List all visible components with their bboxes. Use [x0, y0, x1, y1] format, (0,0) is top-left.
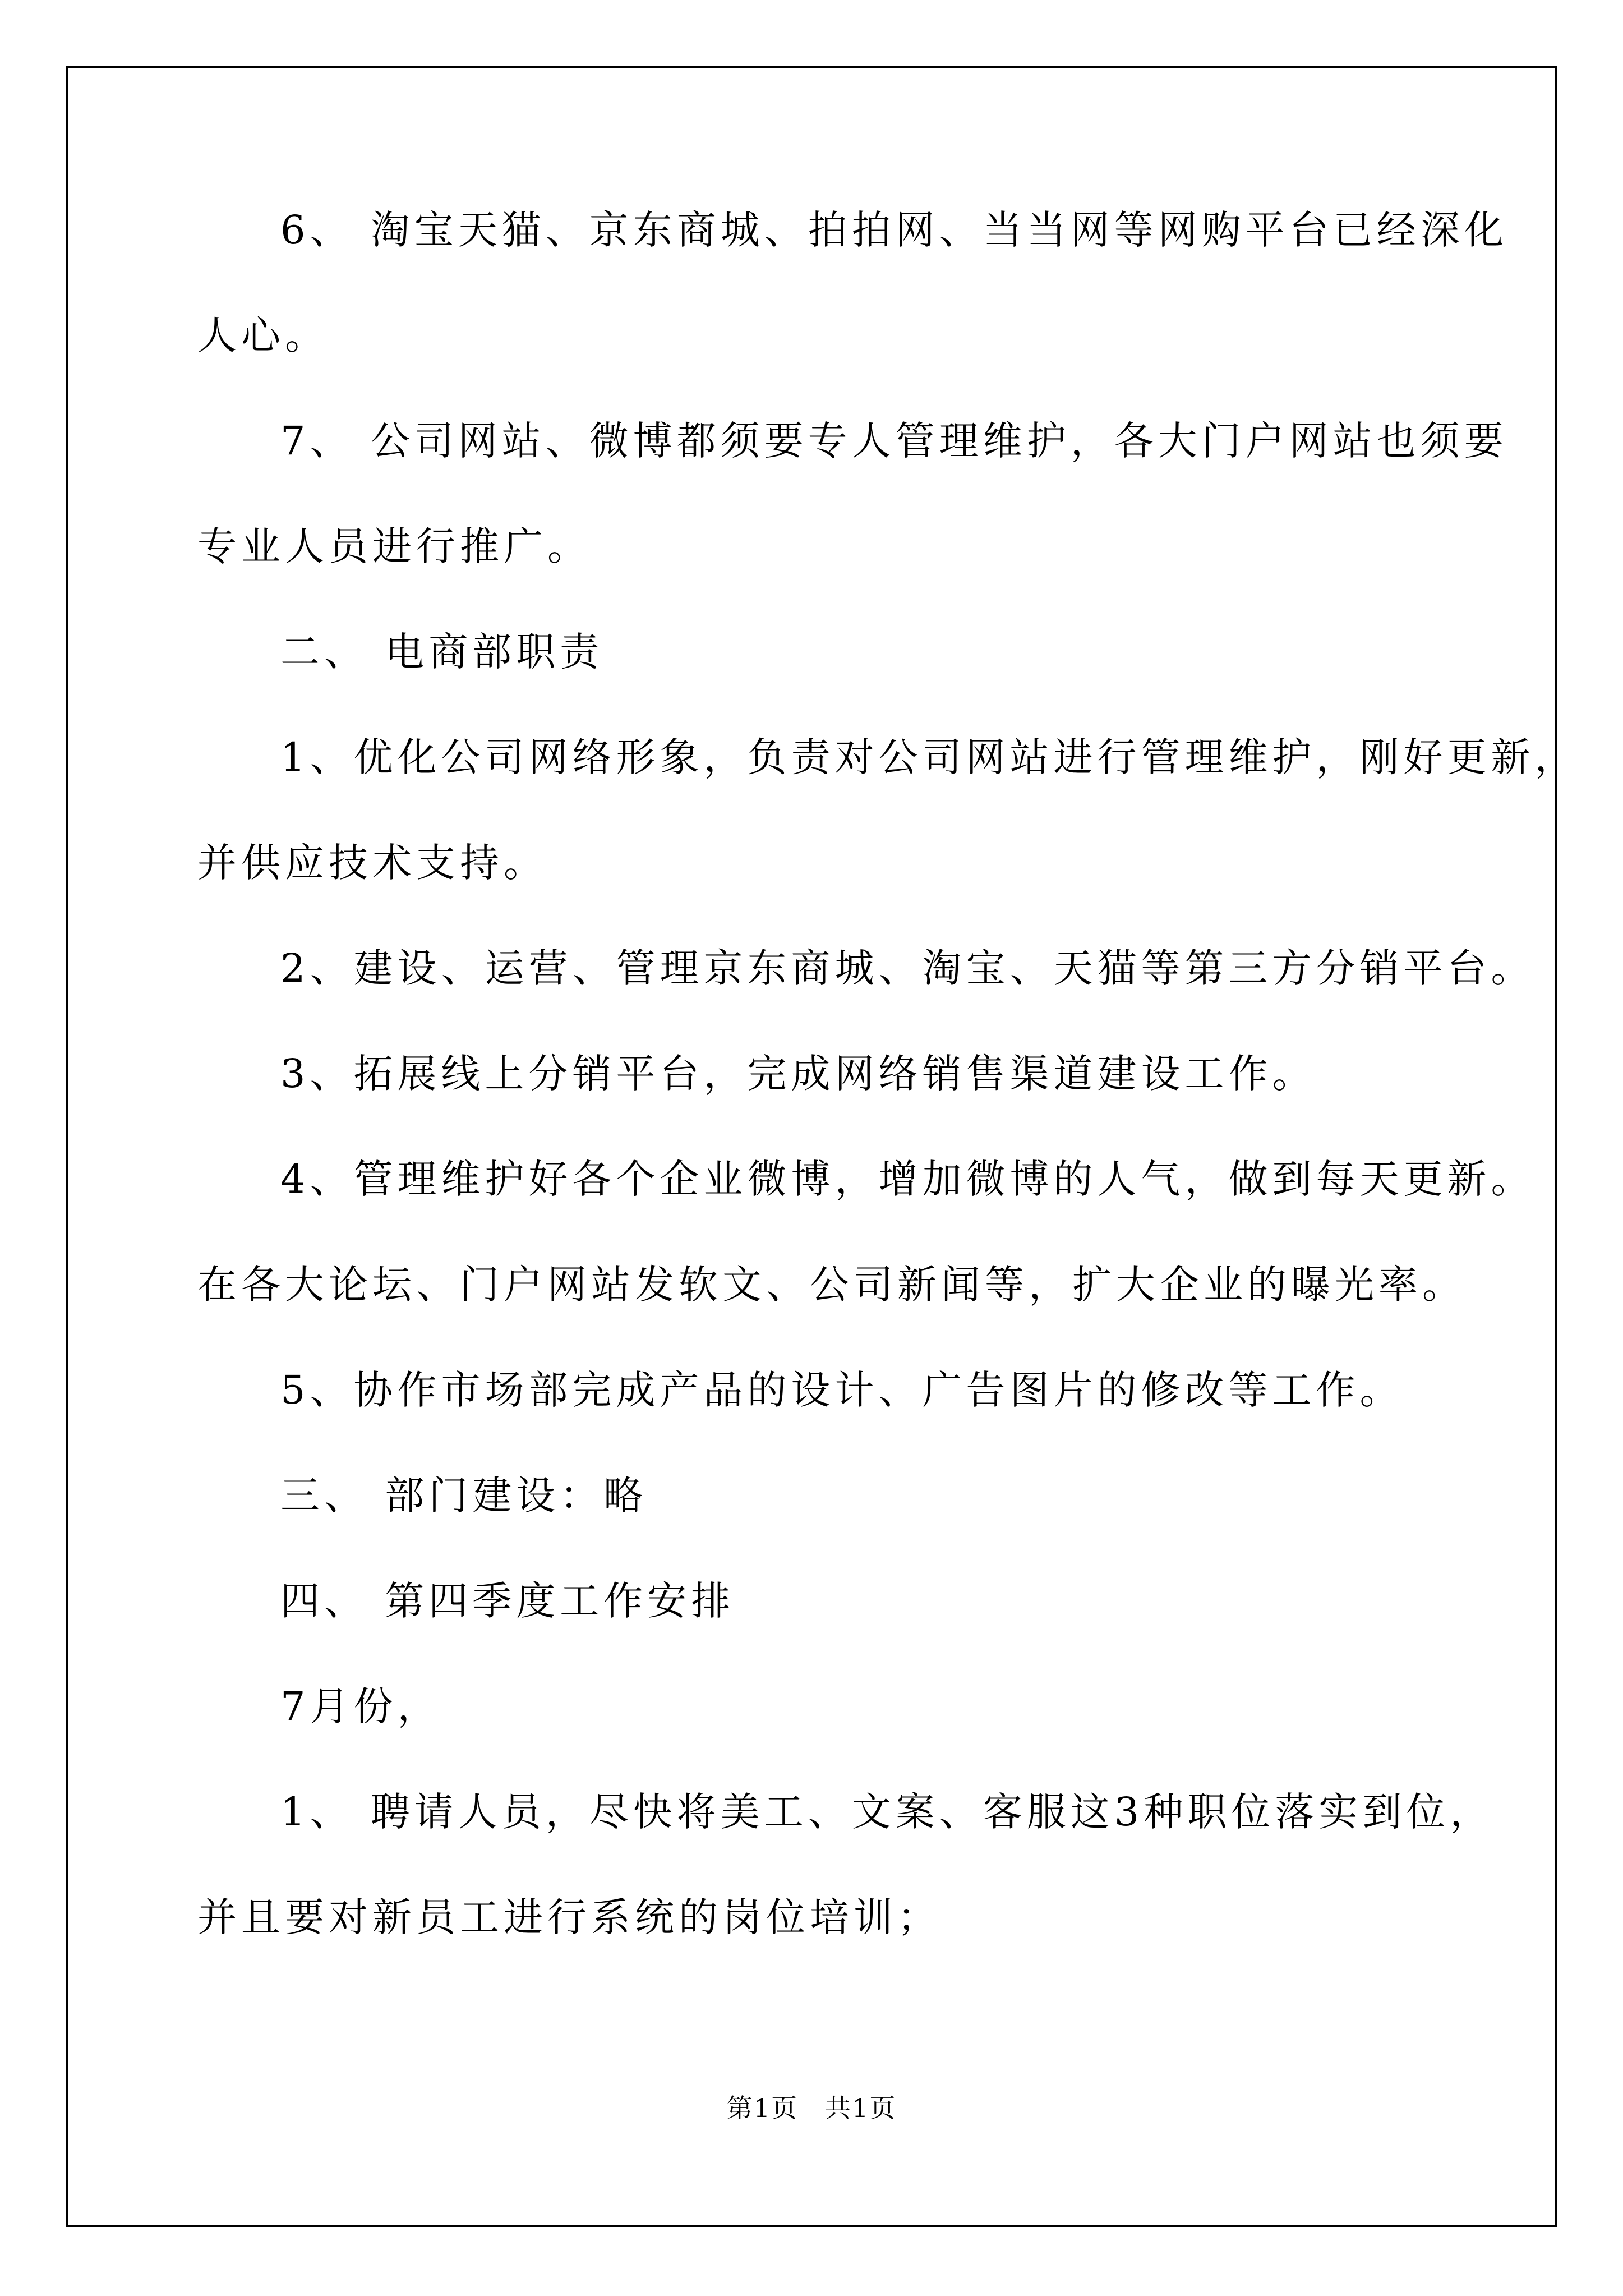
paragraph-6-line-2: 人心。	[197, 312, 329, 358]
paragraph-7-line-2: 专业人员进行推广。	[197, 523, 591, 569]
section-heading-4: 四、 第四季度工作安排	[280, 1578, 735, 1624]
paragraph-6-line-1: 6、 淘宝天猫、京东商城、拍拍网、当当网等网购平台已经深化	[280, 207, 1508, 253]
month-heading: 7月份，	[280, 1683, 441, 1729]
page-number-footer: 第1页 共1页	[726, 2093, 897, 2123]
task-1-line-1: 1、 聘请人员，尽快将美工、文案、客服这3种职位落实到位，	[280, 1789, 1494, 1835]
duty-3: 3、拓展线上分销平台，完成网络销售渠道建设工作。	[280, 1051, 1316, 1097]
section-heading-2: 二、 电商部职责	[280, 629, 604, 675]
duty-2: 2、建设、运营、管理京东商城、淘宝、天猫等第三方分销平台。	[280, 945, 1535, 991]
duty-4-line-1: 4、管理维护好各个企业微博，增加微博的人气，做到每天更新。	[280, 1156, 1535, 1202]
paragraph-7-line-1: 7、 公司网站、微博都须要专人管理维护，各大门户网站也须要	[280, 418, 1508, 464]
duty-1-line-2: 并供应技术支持。	[197, 840, 547, 886]
task-1-line-2: 并且要对新员工进行系统的岗位培训；	[197, 1894, 941, 1940]
duty-5: 5、协作市场部完成产品的设计、广告图片的修改等工作。	[280, 1367, 1404, 1413]
duty-4-line-2: 在各大论坛、门户网站发软文、公司新闻等，扩大企业的曝光率。	[197, 1262, 1466, 1308]
duty-1-line-1: 1、优化公司网络形象，负责对公司网站进行管理维护，刚好更新，	[280, 734, 1579, 780]
section-heading-3: 三、 部门建设：略	[280, 1473, 648, 1519]
